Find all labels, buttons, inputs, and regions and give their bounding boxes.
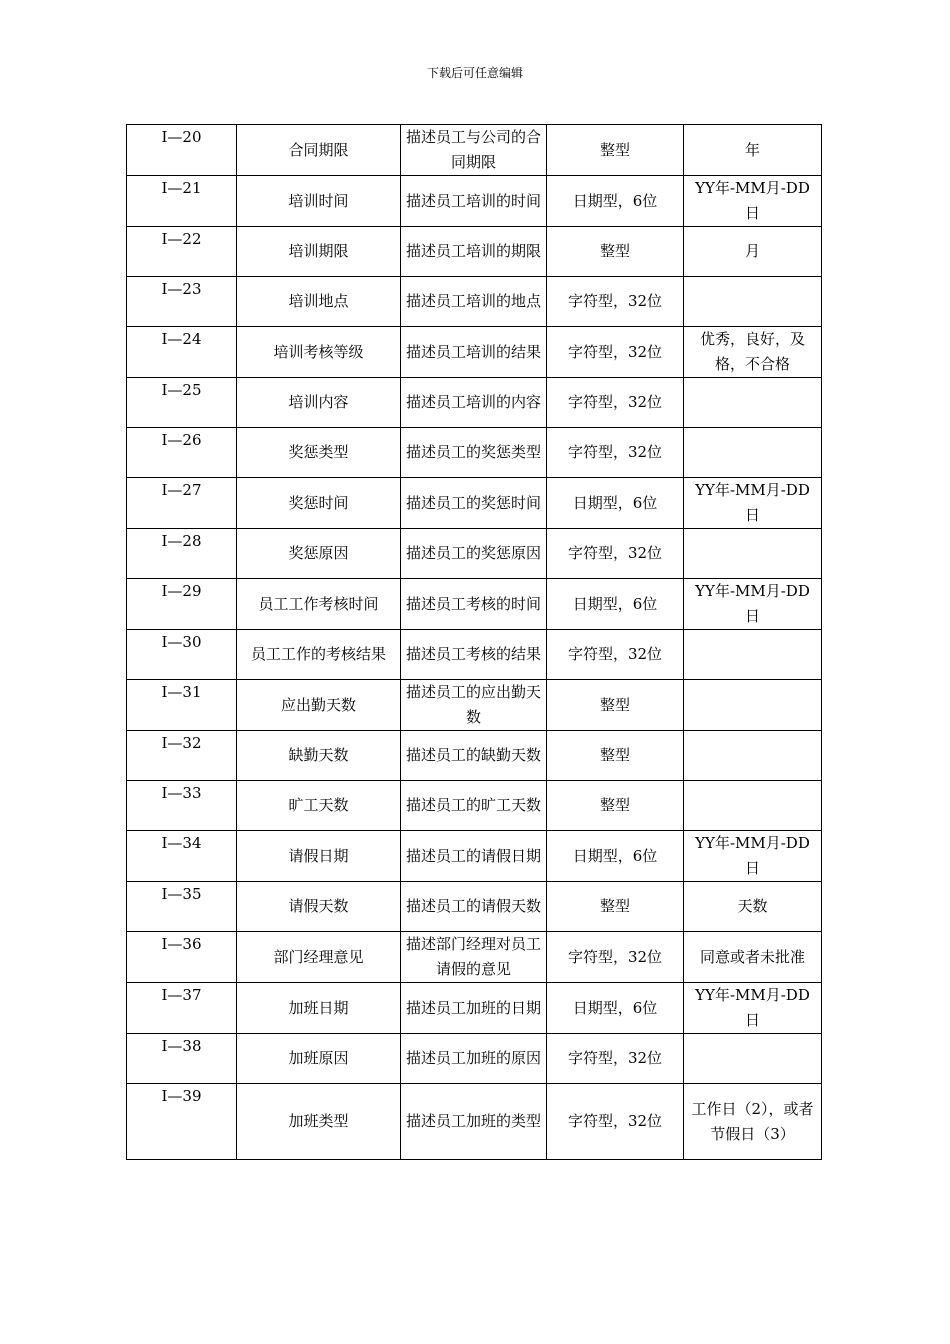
table-row [127,882,822,932]
field-id-cell: I—27 [127,478,237,529]
field-type-cell: 整型 [547,731,684,781]
field-description-cell: 描述员工考核的时间 [401,579,547,630]
field-id-cell: I—29 [127,579,237,630]
field-description-cell: 描述部门经理对员工请假的意见 [401,932,547,983]
field-description-cell: 描述员工的请假日期 [401,831,547,882]
field-type-cell: 整型 [547,227,684,277]
table-row [127,932,822,983]
field-description-cell: 描述员工的奖惩时间 [401,478,547,529]
field-type-cell: 日期型，6位 [547,478,684,529]
field-note-cell [684,529,822,579]
field-name-cell: 培训考核等级 [237,327,401,378]
field-name-cell: 合同期限 [237,125,401,176]
field-name-cell: 奖惩原因 [237,529,401,579]
field-type-cell: 字符型，32位 [547,630,684,680]
field-id-cell: I—28 [127,529,237,579]
field-type-cell: 整型 [547,680,684,731]
field-name-cell: 加班原因 [237,1034,401,1084]
field-note-cell: 月 [684,227,822,277]
field-note-cell: YY年-MM月-DD日 [684,831,822,882]
field-note-cell: YY年-MM月-DD日 [684,579,822,630]
field-note-cell: 同意或者未批准 [684,932,822,983]
field-type-cell: 整型 [547,781,684,831]
field-name-cell: 加班日期 [237,983,401,1034]
field-name-cell: 奖惩类型 [237,428,401,478]
data-dictionary-table [126,124,822,1160]
table-row [127,731,822,781]
field-type-cell: 整型 [547,125,684,176]
field-note-cell: YY年-MM月-DD日 [684,176,822,227]
field-id-cell: I—25 [127,378,237,428]
field-note-cell: 天数 [684,882,822,932]
field-id-cell: I—39 [127,1084,237,1160]
field-name-cell: 奖惩时间 [237,478,401,529]
table-row [127,983,822,1034]
field-description-cell: 描述员工的缺勤天数 [401,731,547,781]
field-note-cell [684,680,822,731]
table-row [127,227,822,277]
table-row [127,680,822,731]
field-type-cell: 字符型，32位 [547,428,684,478]
field-description-cell: 描述员工培训的地点 [401,277,547,327]
field-type-cell: 日期型，6位 [547,831,684,882]
table-row [127,781,822,831]
field-description-cell: 描述员工加班的日期 [401,983,547,1034]
field-note-cell [684,731,822,781]
field-type-cell: 字符型，32位 [547,1084,684,1160]
field-id-cell: I—31 [127,680,237,731]
field-note-cell [684,630,822,680]
field-note-cell: 年 [684,125,822,176]
field-id-cell: I—32 [127,731,237,781]
field-type-cell: 字符型，32位 [547,529,684,579]
table-row [127,1034,822,1084]
field-description-cell: 描述员工与公司的合同期限 [401,125,547,176]
table-row [127,378,822,428]
field-description-cell: 描述员工培训的期限 [401,227,547,277]
field-note-cell: 优秀，良好，及格，不合格 [684,327,822,378]
field-type-cell: 字符型，32位 [547,277,684,327]
field-description-cell: 描述员工培训的内容 [401,378,547,428]
field-id-cell: I—20 [127,125,237,176]
field-name-cell: 请假天数 [237,882,401,932]
field-description-cell: 描述员工的奖惩原因 [401,529,547,579]
field-note-cell [684,378,822,428]
field-name-cell: 旷工天数 [237,781,401,831]
field-name-cell: 请假日期 [237,831,401,882]
field-name-cell: 员工工作的考核结果 [237,630,401,680]
field-id-cell: I—36 [127,932,237,983]
field-type-cell: 整型 [547,882,684,932]
field-description-cell: 描述员工培训的结果 [401,327,547,378]
field-id-cell: I—24 [127,327,237,378]
table-row [127,831,822,882]
field-note-cell: YY年-MM月-DD日 [684,478,822,529]
field-name-cell: 加班类型 [237,1084,401,1160]
table-row [127,630,822,680]
table-row [127,529,822,579]
field-id-cell: I—21 [127,176,237,227]
field-name-cell: 应出勤天数 [237,680,401,731]
table-row [127,176,822,227]
table-row [127,277,822,327]
field-name-cell: 培训内容 [237,378,401,428]
table-row [127,579,822,630]
field-name-cell: 培训时间 [237,176,401,227]
field-description-cell: 描述员工加班的类型 [401,1084,547,1160]
field-id-cell: I—33 [127,781,237,831]
field-type-cell: 日期型，6位 [547,176,684,227]
page-header-note: 下载后可任意编辑 [426,66,523,80]
field-type-cell: 日期型，6位 [547,983,684,1034]
field-id-cell: I—22 [127,227,237,277]
field-note-cell [684,277,822,327]
field-id-cell: I—37 [127,983,237,1034]
table-row [127,478,822,529]
field-type-cell: 字符型，32位 [547,378,684,428]
field-description-cell: 描述员工加班的原因 [401,1034,547,1084]
field-type-cell: 字符型，32位 [547,1034,684,1084]
field-description-cell: 描述员工培训的时间 [401,176,547,227]
field-type-cell: 字符型，32位 [547,327,684,378]
field-description-cell: 描述员工的旷工天数 [401,781,547,831]
table-row [127,1084,822,1160]
field-id-cell: I—23 [127,277,237,327]
field-note-cell [684,781,822,831]
field-type-cell: 字符型，32位 [547,932,684,983]
field-name-cell: 部门经理意见 [237,932,401,983]
table-row [127,125,822,176]
field-id-cell: I—38 [127,1034,237,1084]
field-description-cell: 描述员工的请假天数 [401,882,547,932]
field-name-cell: 培训期限 [237,227,401,277]
field-note-cell [684,428,822,478]
field-name-cell: 缺勤天数 [237,731,401,781]
field-name-cell: 员工工作考核时间 [237,579,401,630]
field-name-cell: 培训地点 [237,277,401,327]
field-description-cell: 描述员工的应出勤天数 [401,680,547,731]
field-type-cell: 日期型，6位 [547,579,684,630]
field-description-cell: 描述员工考核的结果 [401,630,547,680]
field-note-cell: 工作日（2），或者节假日（3） [684,1084,822,1160]
field-id-cell: I—34 [127,831,237,882]
field-id-cell: I—35 [127,882,237,932]
table-row [127,428,822,478]
field-description-cell: 描述员工的奖惩类型 [401,428,547,478]
field-id-cell: I—30 [127,630,237,680]
field-note-cell: YY年-MM月-DD日 [684,983,822,1034]
field-id-cell: I—26 [127,428,237,478]
table-body [127,125,822,1160]
table-row [127,327,822,378]
field-note-cell [684,1034,822,1084]
